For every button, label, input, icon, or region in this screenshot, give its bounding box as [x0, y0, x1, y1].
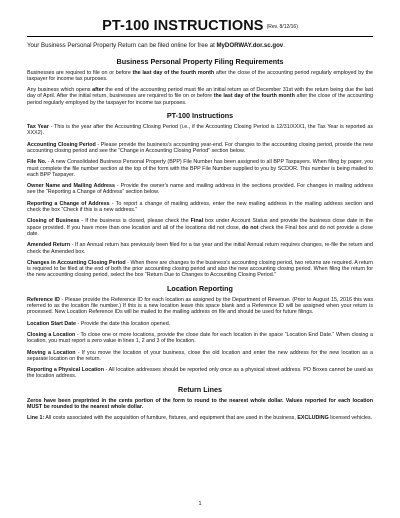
text: after the close of the accounting period regularly employed by the taxpayer for income tax purposes.: [27, 93, 373, 106]
accounting-closing-period-paragraph: [27, 142, 373, 155]
pt100-instructions-heading: PT-100 Instructions: [166, 111, 234, 121]
emphasis: do not: [241, 224, 259, 231]
text: - If an Annual return has previously been filed for a tax year and the initial Annual return requires changes, re-file the return and check the Amended box.: [27, 242, 373, 255]
term: Closing of Business: [27, 218, 80, 225]
location-start-date-paragraph: [27, 321, 373, 327]
line-1-paragraph: [27, 415, 373, 421]
text: - To report a change of mailing address, enter the new mailing address in the mailing address section and check the box “Check if this is a new address.”: [27, 200, 374, 214]
revision-date: (Rev. 8/12/16): [266, 24, 298, 30]
filing-requirements-heading: Business Personal Property Filing Requirements: [116, 56, 284, 66]
term: Amended Return: [27, 242, 71, 249]
owner-name-paragraph: [27, 183, 373, 196]
text: - Provide the owner's name and mailing address in the sections provided. For changes in mailing address see the “Reporting a Change of Address” section below.: [27, 183, 373, 196]
text: - To close one or more locations, provide the close date for each location in the space “Location End Date.” When closing a location, you must report a zero value in lines 1, 2 and 3 of the location.: [27, 331, 373, 345]
text: check the Final box and do not provide a close date.: [27, 224, 373, 237]
text: Any business which opens: [27, 87, 93, 94]
term: Location Start Date: [27, 320, 76, 327]
physical-location-paragraph: [27, 367, 373, 380]
text: - This is the year after the Accounting Closing Period (i.e., if the Accounting Closing Period is 12/31/XXX1, the Tax Year is reported as XXX2).: [27, 124, 373, 137]
change-of-address-paragraph: [27, 201, 373, 214]
text: - Please provide the business's accounting year-end. For changes to the accounting closing period, provide the new accounting closing period and see the “Change in Accounting Closing Period” section below.: [27, 141, 373, 154]
changes-accounting-period-paragraph: [27, 260, 373, 279]
page-number: 1: [198, 501, 202, 507]
intro-text: Your Business Personal Property Return can be filed online for free at: [27, 42, 217, 49]
term: File No.: [27, 159, 47, 166]
tax-year-paragraph: [27, 124, 373, 137]
file-number-paragraph: [27, 159, 373, 178]
intro-text-end: .: [283, 42, 285, 49]
emphasis: Final: [190, 218, 204, 225]
emphasis: after: [92, 87, 104, 94]
text: the end of the accounting period must file an initial return as of December 31st with the return being due the last day of April. After the initial return, businesses are required to file on or before: [27, 87, 373, 100]
reference-id-paragraph: [27, 297, 373, 316]
amended-return-paragraph: [27, 242, 373, 255]
text: - A new Consolidated Business Personal Property (BPP) File Number has been assigned to all BPP Taxpayers. When filing by paper, you must complete the file number section at the top of the form with the BPP File Number supplied to you by SCDOR. This number is being mailed to each BPP Taxpayer.: [27, 159, 373, 178]
emphasis: the last day of the fourth month: [213, 93, 295, 100]
emphasis: be rounded to the nearest whole dollar.: [42, 403, 144, 410]
closing-location-paragraph: [27, 332, 373, 345]
text: box under Account Status and provide the business close date in the space provided. If you have more than one location and all of the locations did not close,: [27, 218, 373, 231]
term: Moving a Location: [27, 349, 76, 356]
emphasis: the last day of the fourth month: [132, 69, 215, 76]
term: Tax Year: [27, 124, 49, 131]
term: Accounting Closing Period: [27, 141, 96, 148]
zeros-note-paragraph: [27, 398, 373, 411]
page-title: PT-100 INSTRUCTIONS: [102, 18, 264, 34]
text: - If the business is closed, please check the: [79, 218, 191, 225]
text: - Please provide the Reference ID for each location as assigned by the Department of Revenue. (Prior to August 15, 2016 this was referred to as the location file number.) If this is a new location leave this space blank and a Reference ID will be assigned when your return is processed. New Location Reference IDs will be mailed to the mailing address on file and should be used for future filings.: [27, 296, 373, 316]
filing-deadline-paragraph: [27, 70, 373, 83]
closing-of-business-paragraph: [27, 218, 373, 237]
text: - If you move the location of your business, close the old location and enter the new address for the new location as a separate location on the return.: [27, 349, 373, 362]
mydorway-link[interactable]: MyDORWAY.dor.sc.gov: [216, 42, 284, 49]
text: licensed vehicles.: [328, 415, 373, 422]
emphasis: Zeros have been preprinted in the cents portion of the form to round to the nearest whole dollar. Values reported for each location: [27, 397, 373, 404]
moving-location-paragraph: [27, 350, 373, 363]
term: Changes in Accounting Closing Period: [27, 259, 126, 266]
text: - All location addresses should be reported only once as a physical street address. PO Boxes cannot be used as the location address.: [27, 367, 373, 380]
title-row: [27, 18, 373, 34]
text: - When there are changes to the business's accounting closing period, two returns are required. A return is required to be filed at the end of both the prior accounting closing period and also the new accounting closing period. When filing the return for the new accounting closing period, select the box “Return Due to Changes to Accounting Closing Period.”: [27, 259, 373, 279]
text: after the close of the accounting period regularly employed by the taxpayer for income tax purposes.: [27, 69, 374, 82]
emphasis: EXCLUDING: [297, 415, 329, 422]
emphasis: MUST: [27, 403, 43, 410]
term: Reporting a Change of Address: [27, 200, 110, 207]
term: Owner Name and Mailing Address: [27, 183, 115, 190]
term: Reporting a Physical Location: [27, 367, 104, 374]
text: - Provide the date this location opened.: [76, 320, 171, 327]
term: Line 1:: [27, 415, 45, 422]
title-divider: [27, 36, 373, 37]
text: Businesses are required to file on or before: [27, 69, 133, 76]
location-reporting-heading: Location Reporting: [167, 283, 233, 293]
term: Closing a Location: [27, 331, 76, 338]
text: All costs associated with the acquisition of furniture, fixtures, and equipment that are used in the business,: [44, 415, 298, 422]
return-lines-heading: Return Lines: [178, 384, 222, 394]
term: Reference ID: [27, 296, 60, 303]
new-business-paragraph: [27, 87, 373, 106]
online-filing-note: [27, 42, 373, 50]
